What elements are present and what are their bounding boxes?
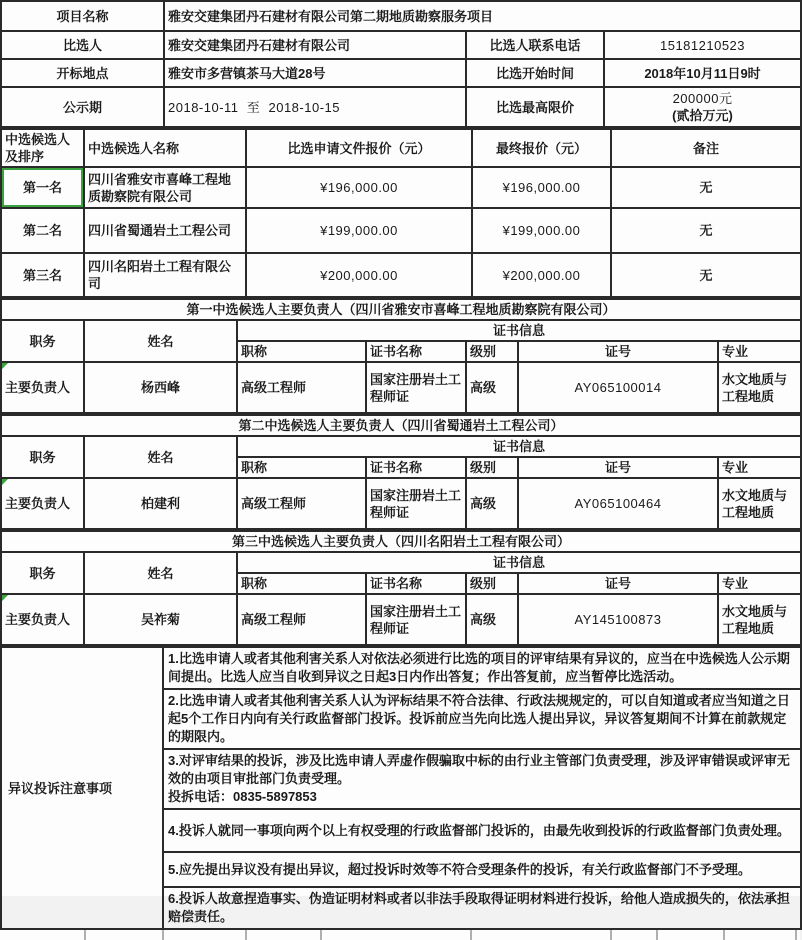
person-1-position: 主要负责人 bbox=[1, 362, 84, 413]
header-job-title: 职称 bbox=[237, 457, 366, 478]
personnel-section-3 bbox=[0, 530, 802, 646]
max-price-value bbox=[604, 87, 801, 127]
complaint-phone-line: 投拆电话：0835-5897853 bbox=[168, 789, 317, 804]
candidate-3-final-price: ¥200,000.00 bbox=[472, 253, 611, 297]
grid-tick bbox=[162, 930, 164, 940]
candidate-3-name: 四川名阳岩土工程有限公司 bbox=[84, 253, 246, 297]
notice-paragraph-2: 2.比选申请人或者其他利害关系人认为评标结果不符合法律、行政法规规定的，可以自知道或者应当知道之日起5个工作日内向有关行政监督部门投诉。投诉前应当先向比选人提出异议，异议答复期间不计算在前款规定的期限内。 bbox=[163, 689, 801, 749]
table-row bbox=[1, 31, 801, 59]
candidate-3-bid-price: ¥200,000.00 bbox=[246, 253, 472, 297]
grid-tick bbox=[723, 930, 725, 940]
venue-label: 开标地点 bbox=[1, 59, 164, 87]
candidate-2-name: 四川省蜀通岩土工程公司 bbox=[84, 208, 246, 253]
header-name: 姓名 bbox=[84, 320, 237, 362]
header-cert-info: 证书信息 bbox=[237, 320, 801, 341]
table-row bbox=[1, 59, 801, 87]
header-position: 职务 bbox=[1, 436, 84, 478]
header-job-title: 职称 bbox=[237, 341, 366, 362]
notice-paragraph-1: 1.比选申请人或者其他利害关系人对依法必须进行比选的项目的评审结果有异议的，应当在中选候选人公示期间提出。比选人应当自收到异议之日起3日内作出答复；作出答复前，应当暂停比选活动。 bbox=[163, 647, 801, 689]
notice-paragraph-3-text: 3.对评审结果的投诉，涉及比选申请人弄虚作假骗取中标的由行业主管部门负责受理，涉及评审错误或评审无效的由项目审批部门负责受理。 bbox=[168, 753, 790, 786]
bidder-phone-value: 15181210523 bbox=[604, 31, 801, 59]
section-1-title: 第一中选候选人主要负责人（四川省雅安市喜峰工程地质勘察院有限公司） bbox=[1, 299, 801, 320]
header-job-title: 职称 bbox=[237, 573, 366, 594]
candidate-3-note: 无 bbox=[611, 253, 801, 297]
header-position: 职务 bbox=[1, 552, 84, 594]
header-cert-no: 证号 bbox=[518, 341, 718, 362]
candidate-2-note: 无 bbox=[611, 208, 801, 253]
person-2-level: 高级 bbox=[466, 478, 518, 529]
candidates-table bbox=[0, 128, 802, 298]
table-row bbox=[1, 87, 801, 127]
candidate-1-final-price: ¥196,000.00 bbox=[472, 167, 611, 208]
person-1-cert-no: AY065100014 bbox=[518, 362, 718, 413]
person-3-level: 高级 bbox=[466, 594, 518, 645]
header-cert-no: 证号 bbox=[518, 457, 718, 478]
section-2-title: 第二中选候选人主要负责人（四川省蜀通岩土工程公司） bbox=[1, 415, 801, 436]
table-row bbox=[1, 320, 801, 341]
person-2-job-title: 高级工程师 bbox=[237, 478, 366, 529]
grid-tick bbox=[656, 930, 658, 940]
publicity-period-value: 2018-10-11 至 2018-10-15 bbox=[164, 87, 466, 127]
table-row bbox=[1, 552, 801, 573]
project-name-value: 雅安交建集团丹石建材有限公司第二期地质勘察服务项目 bbox=[164, 1, 801, 31]
col-header-note: 备注 bbox=[611, 129, 801, 167]
person-1-cert-name: 国家注册岩土工程师证 bbox=[366, 362, 466, 413]
candidate-3-rank: 第三名 bbox=[1, 253, 84, 297]
notice-paragraph-5: 5.应先提出异议没有提出异议，超过投诉时效等不符合受理条件的投诉，有关行政监督部门不予受理。 bbox=[163, 852, 801, 887]
table-row bbox=[1, 647, 801, 689]
start-time-value: 2018年10月11日9时 bbox=[604, 59, 801, 87]
max-price-label: 比选最高限价 bbox=[466, 87, 604, 127]
person-3-name: 吴祚菊 bbox=[84, 594, 237, 645]
header-major: 专业 bbox=[718, 457, 801, 478]
header-level: 级别 bbox=[466, 573, 518, 594]
candidate-row-2 bbox=[1, 208, 801, 253]
project-info-table bbox=[0, 0, 802, 128]
grid-tick bbox=[84, 930, 86, 940]
candidate-2-bid-price: ¥199,000.00 bbox=[246, 208, 472, 253]
header-name: 姓名 bbox=[84, 552, 237, 594]
objection-notice-table bbox=[0, 646, 802, 930]
notice-paragraph-3 bbox=[163, 749, 801, 809]
candidate-row-1 bbox=[1, 167, 801, 208]
venue-value: 雅安市多营镇茶马大道28号 bbox=[164, 59, 466, 87]
grid-tick bbox=[795, 930, 797, 940]
section-3-title-row bbox=[1, 531, 801, 552]
personnel-section-2 bbox=[0, 414, 802, 530]
bidder-phone-label: 比选人联系电话 bbox=[466, 31, 604, 59]
person-1-level: 高级 bbox=[466, 362, 518, 413]
header-name: 姓名 bbox=[84, 436, 237, 478]
section-3-title: 第三中选候选人主要负责人（四川名阳岩土工程有限公司） bbox=[1, 531, 801, 552]
header-level: 级别 bbox=[466, 341, 518, 362]
header-major: 专业 bbox=[718, 341, 801, 362]
max-price-words: (贰拾万元) bbox=[672, 108, 733, 123]
header-cert-name: 证书名称 bbox=[366, 341, 466, 362]
header-level: 级别 bbox=[466, 457, 518, 478]
candidate-row-3 bbox=[1, 253, 801, 297]
table-row bbox=[1, 1, 801, 31]
person-3-major: 水文地质与工程地质 bbox=[718, 594, 801, 645]
section-2-title-row bbox=[1, 415, 801, 436]
person-3-position: 主要负责人 bbox=[1, 594, 84, 645]
col-header-name: 中选候选人名称 bbox=[84, 129, 246, 167]
header-position: 职务 bbox=[1, 320, 84, 362]
personnel-section-1 bbox=[0, 298, 802, 414]
max-price-amount: 200000元 bbox=[672, 91, 733, 106]
person-2-name: 柏建利 bbox=[84, 478, 237, 529]
candidate-1-name: 四川省雅安市喜峰工程地质勘察院有限公司 bbox=[84, 167, 246, 208]
objection-notice-label: 异议投诉注意事项 bbox=[1, 647, 163, 929]
candidate-2-rank: 第二名 bbox=[1, 208, 84, 253]
notice-paragraph-6: 6.投诉人故意捏造事实、伪造证明材料或者以非法手段取得证明材料进行投诉，给他人造成损失的，依法承担赔偿责任。 bbox=[163, 887, 801, 929]
person-3-cert-name: 国家注册岩土工程师证 bbox=[366, 594, 466, 645]
header-cert-info: 证书信息 bbox=[237, 436, 801, 457]
person-row-3 bbox=[1, 594, 801, 645]
notice-paragraph-4: 4.投诉人就同一事项向两个以上有权受理的行政监督部门投诉的，由最先收到投诉的行政监督部门负责处理。 bbox=[163, 809, 801, 852]
grid-tick bbox=[610, 930, 612, 940]
grid-tick bbox=[320, 930, 322, 940]
candidate-1-bid-price: ¥196,000.00 bbox=[246, 167, 472, 208]
bidder-label: 比选人 bbox=[1, 31, 164, 59]
start-time-label: 比选开始时间 bbox=[466, 59, 604, 87]
candidate-2-final-price: ¥199,000.00 bbox=[472, 208, 611, 253]
person-1-name: 杨西峰 bbox=[84, 362, 237, 413]
header-major: 专业 bbox=[718, 573, 801, 594]
col-header-rank: 中选候选人及排序 bbox=[1, 129, 84, 167]
candidates-header-row bbox=[1, 129, 801, 167]
table-row bbox=[1, 436, 801, 457]
spreadsheet-gridline-strip bbox=[0, 930, 800, 940]
person-2-cert-no: AY065100464 bbox=[518, 478, 718, 529]
person-2-position: 主要负责人 bbox=[1, 478, 84, 529]
header-cert-name: 证书名称 bbox=[366, 573, 466, 594]
person-3-job-title: 高级工程师 bbox=[237, 594, 366, 645]
col-header-bid-price: 比选申请文件报价（元） bbox=[246, 129, 472, 167]
person-3-cert-no: AY145100873 bbox=[518, 594, 718, 645]
candidate-1-rank: 第一名 bbox=[1, 167, 84, 208]
person-1-major: 水文地质与工程地质 bbox=[718, 362, 801, 413]
grid-tick bbox=[245, 930, 247, 940]
person-row-1 bbox=[1, 362, 801, 413]
header-cert-name: 证书名称 bbox=[366, 457, 466, 478]
header-cert-info: 证书信息 bbox=[237, 552, 801, 573]
person-1-job-title: 高级工程师 bbox=[237, 362, 366, 413]
candidate-1-note: 无 bbox=[611, 167, 801, 208]
header-cert-no: 证号 bbox=[518, 573, 718, 594]
bidder-value: 雅安交建集团丹石建材有限公司 bbox=[164, 31, 466, 59]
publicity-period-label: 公示期 bbox=[1, 87, 164, 127]
grid-tick bbox=[470, 930, 472, 940]
person-row-2 bbox=[1, 478, 801, 529]
person-2-cert-name: 国家注册岩土工程师证 bbox=[366, 478, 466, 529]
section-1-title-row bbox=[1, 299, 801, 320]
person-2-major: 水文地质与工程地质 bbox=[718, 478, 801, 529]
project-name-label: 项目名称 bbox=[1, 1, 164, 31]
col-header-final-price: 最终报价（元） bbox=[472, 129, 611, 167]
